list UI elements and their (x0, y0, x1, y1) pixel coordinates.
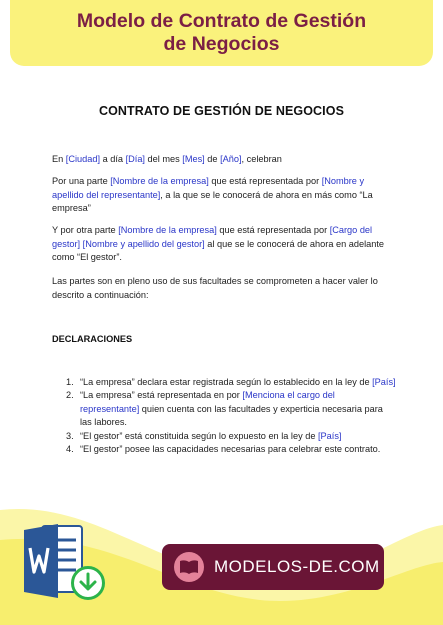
paragraph-partes: Las partes son en pleno uso de sus facultades se comprometen a hacer valer lo descrito a continuación: (52, 276, 378, 300)
text: quien cuenta con las facultades y experticia necesaria para las labores. (80, 403, 383, 428)
text: “La empresa” está representada en por (80, 390, 243, 401)
placeholder-nombre-gestor: [Nombre y apellido del gestor] (82, 238, 205, 249)
list-item (66, 389, 396, 429)
open-book-icon (179, 559, 199, 575)
download-button[interactable] (71, 566, 105, 600)
placeholder-pais: [País] (372, 377, 396, 387)
banner-title-line-1: Modelo de Contrato de Gestión (76, 10, 367, 32)
text: “El gestor” posee las capacidades necesarias para celebrar este contrato. (80, 444, 381, 455)
text: En (52, 154, 66, 164)
brand-text: MODELOS-DE.COM (214, 557, 380, 576)
text: , celebran (241, 154, 282, 164)
section-heading-declaraciones: DECLARACIONES (52, 334, 133, 344)
placeholder-cargo-gestor: [Cargo del gestor] (52, 225, 373, 249)
list-number: 2. (66, 390, 74, 401)
placeholder-cargo-representante: [Menciona el cargo del representante] (80, 390, 335, 414)
text: de (204, 154, 221, 164)
list-item (66, 376, 396, 389)
placeholder-empresa-2: [Nombre de la empresa] (118, 225, 217, 235)
text: , a la que se le conocerá de ahora en más como “La empresa” (52, 189, 373, 214)
placeholder-empresa: [Nombre de la empresa] (110, 176, 209, 186)
text: que está representada por (216, 225, 330, 235)
placeholder-representante: [Nombre y apellido del representante] (52, 176, 365, 200)
text: que está representada por (208, 176, 322, 186)
paragraph-gestor (52, 224, 392, 265)
document-title: CONTRATO DE GESTIÓN DE NEGOCIOS (98, 104, 345, 118)
text: Y por otra parte (52, 225, 119, 235)
text: del mes (144, 154, 183, 164)
text: a día (100, 154, 126, 164)
text: “La empresa” declara estar registrada según lo establecido en la ley de (80, 377, 373, 387)
list-number: 3. (66, 430, 74, 441)
list-number: 1. (66, 377, 74, 387)
download-arrow-icon (78, 572, 98, 594)
placeholder-anio: [Año] (220, 154, 242, 164)
list-number: 4. (66, 444, 74, 455)
book-icon (174, 552, 204, 582)
brand-logo-button[interactable] (162, 544, 384, 590)
paragraph-empresa (52, 175, 392, 216)
declaraciones-list (66, 376, 396, 456)
placeholder-ciudad: [Ciudad] (65, 154, 101, 164)
text: Por una parte (52, 176, 111, 186)
title-banner (10, 0, 433, 66)
placeholder-dia: [Día] (125, 154, 145, 164)
list-item (66, 443, 396, 456)
text: “El gestor” está constituida según lo expuesto en la ley de (80, 430, 318, 441)
text: al que se le conocerá de ahora en adelante como “El gestor”. (52, 238, 385, 263)
placeholder-mes: [Mes] (182, 154, 205, 164)
banner-title-line-2: de Negocios (163, 33, 280, 55)
paragraph-date (52, 153, 392, 167)
list-item (66, 430, 396, 443)
placeholder-pais: [País] (318, 430, 342, 441)
